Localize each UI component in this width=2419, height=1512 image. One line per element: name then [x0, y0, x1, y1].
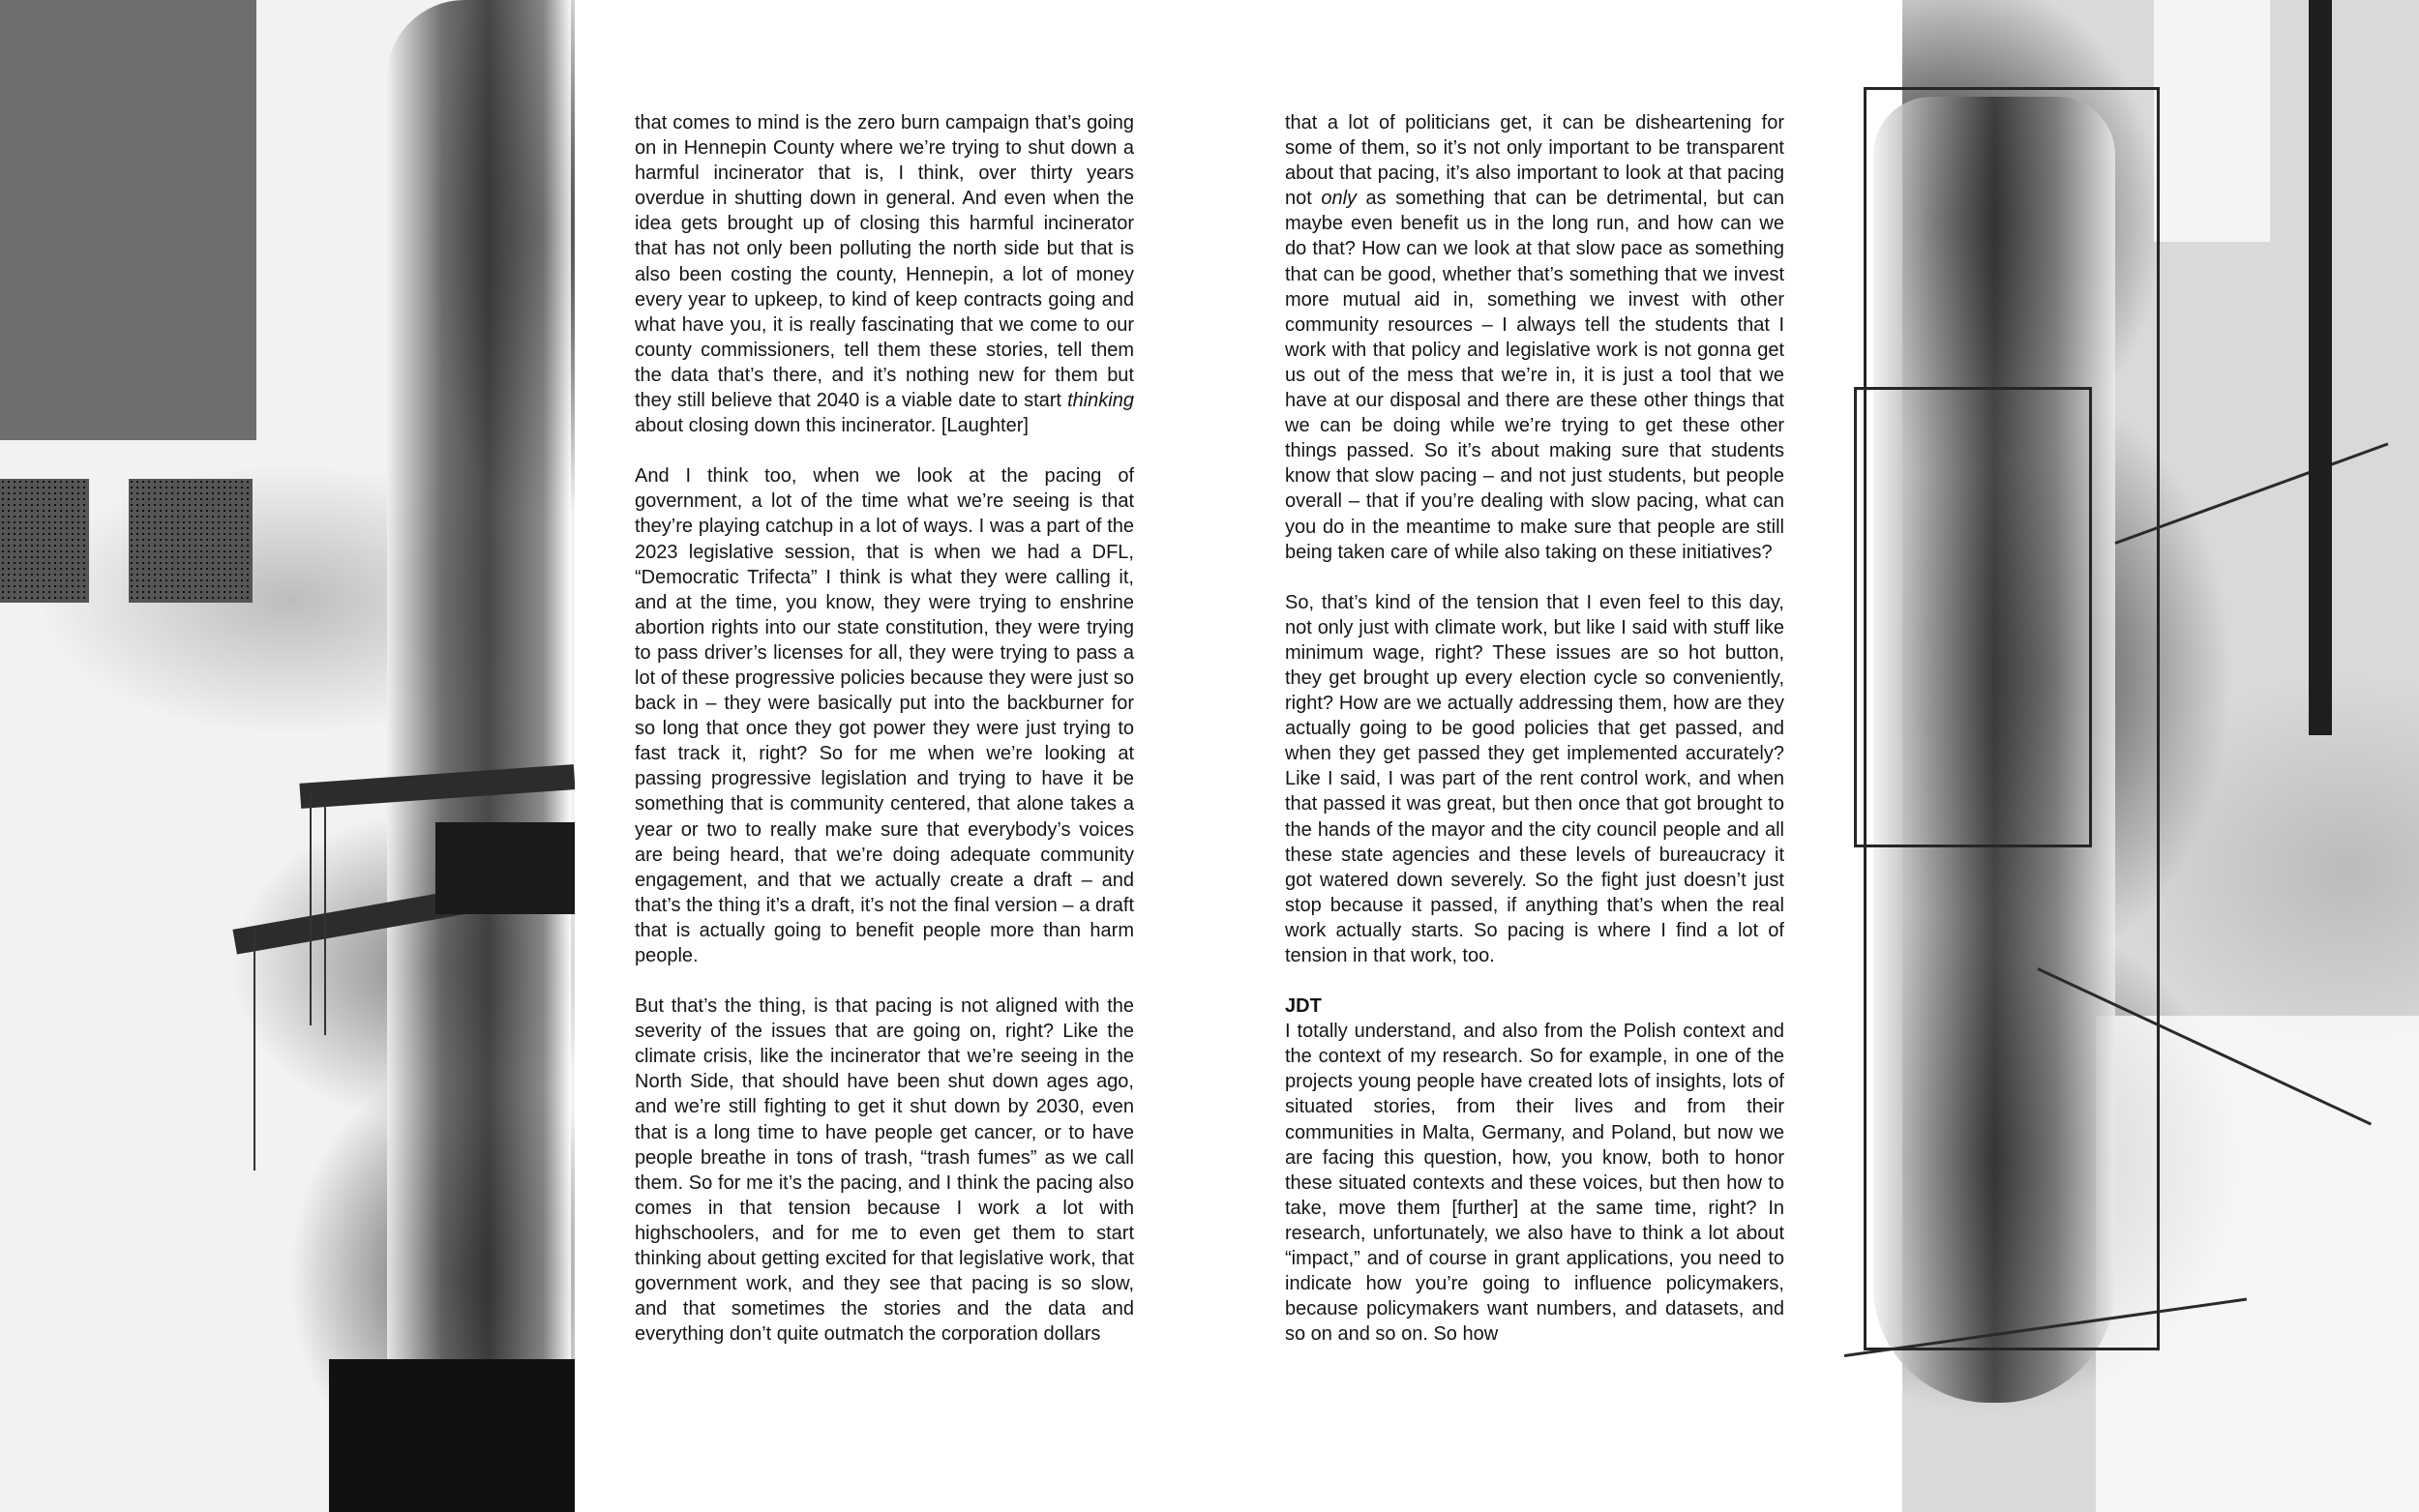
italic-text: only: [1321, 188, 1358, 210]
italic-text: thinking: [1067, 390, 1134, 412]
text-run: that comes to mind is the zero burn campaign that’s going on in Hennepin County where we’re trying to shut down a harmful incinerator that is, I think, over thirty years overdue in shutting down in general. And even when the idea gets brought up of closing this harmful incinerator that has not only been polluting the north side but that is also been costing the county, Hennepin, a lot of money every year to upkeep, to kind of keep contracts going and what have you, it is really fascinating that we come to our county commissioners, tell them these stories, tell them the data that’s there, and it’s nothing new for them but they still believe that 2040 is a viable date to start: [635, 112, 1134, 412]
paragraph: [1285, 993, 1784, 1347]
paragraph: But that’s the thing, is that pacing is not aligned with the severity of the issues that are going on, right? Like the climate crisis, like the incinerator that we’re seeing in the North Side, that should have been shut down ages ago, and we’re still fighting to get it shut down by 2030, even that is a long time to have people get cancer, or to have people breathe in tons of trash, “trash fumes” as we call them. So for me it’s the pacing, and I think the pacing also comes in that tension because I work a lot with highschoolers, and for me to even get them to start thinking about getting excited for that legislative work, that government work, and they see that pacing is so slow, and that sometimes the stories and the data and everything don’t quite outmatch the corporation dollars: [635, 995, 1134, 1346]
paragraph: [1285, 110, 1784, 565]
string-line: [254, 929, 255, 1171]
speaker-label: JDT: [1285, 995, 1322, 1018]
text-run: as something that can be detrimental, but can maybe even benefit us in the long run, and how can we do that? How can we look at that slow pace as something that can be good, whether that’s something that we invest more mutual aid in, something we invest with other community resources – I always tell the students that I work with that policy and legislative work is not gonna get us out of the mess that we’re in, it is just a tool that we have at our disposal and there are these other things that we can be doing while we’re trying to get these other things passed. So it’s about making sure that students know that slow pacing – and not just students, but people overall – that if you’re dealing with slow pacing, what can you do in the meantime to make sure that people are still being taken care of while also taking on these initiatives?: [1285, 188, 1784, 563]
frame: [1854, 387, 2092, 847]
paragraph: And I think too, when we look at the pacing of government, a lot of the time what we’re seeing is that they’re playing catchup in a lot of ways. I was a part of the 2023 legislative session, that is when we had a DFL, “Democratic Trifecta” I think is what they were calling it, and at the time, you know, they were trying to enshrine abortion rights into our state constitution, they were trying to pass driver’s licenses for all, they were trying to pass a lot of these progressive policies because they were just so back in – they were basically put into the backburner for so long that once they got power they were just trying to fast track it, right? So for me when we’re looking at passing progressive legislation and trying to have it be something that is community centered, that alone takes a year or two to really make sure that everybody’s voices are being heard, that we’re doing adequate community engagement, and that we actually create a draft – and that’s the thing it’s a draft, it’s not the final version – a draft that is actually going to benefit people more than harm people.: [635, 465, 1134, 966]
text-run: I totally understand, and also from the Polish context and the context of my research. So for example, in one of the projects young people have created lots of insights, lots of situated stories, from their lives and from their communities in Malta, Germany, and Poland, but now we are facing this question, how, you know, both to honor these situated contexts and these voices, but then how to take, move them [further] at the same time, right? In research, unfortunately, we also have to think a lot about “impact,” and of course in grant applications, you need to indicate how you’re going to influence policymakers, because policymakers want numbers, and datasets, and so on and so on. So how: [1285, 1021, 1784, 1346]
text-run: about closing down this incinerator. [Laughter]: [635, 415, 1029, 437]
text-column-right: [1285, 110, 1784, 1347]
string-line: [310, 793, 312, 1025]
text-column-left: [635, 110, 1134, 1347]
hanging-figure: [387, 0, 571, 1512]
post: [2309, 0, 2332, 735]
halftone-thumbnail: [0, 479, 89, 603]
string-line: [324, 803, 326, 1035]
left-illustration: [0, 0, 575, 1512]
halftone-thumbnail: [129, 479, 253, 603]
paragraph: [635, 110, 1134, 438]
right-illustration: [1844, 0, 2419, 1512]
gray-block: [0, 0, 256, 440]
black-block: [329, 1359, 575, 1512]
light-area: [2154, 0, 2270, 242]
text-run: that a lot of politicians get, it can be disheartening for some of them, so it’s not only important to be transparent about that pacing, it’s also important to look at that pacing not: [1285, 112, 1784, 210]
paragraph: So, that’s kind of the tension that I even feel to this day, not only just with climate work, but like I said with stuff like minimum wage, right? These issues are so hot button, they get brought up every election cycle so conveniently, right? How are we actually addressing them, how are they actually going to be good policies that get passed, and when they get passed they get implemented accurately? Like I said, I was part of the rent control work, and when that passed it was great, but then once that got brought to the hands of the mayor and the city council people and all these state agencies and these levels of bureaucracy it got watered down severely. So the fight just doesn’t just stop because it passed, if anything that’s when the real work actually starts. So pacing is where I find a lot of tension in that work, too.: [1285, 591, 1784, 966]
cloth: [435, 822, 575, 914]
